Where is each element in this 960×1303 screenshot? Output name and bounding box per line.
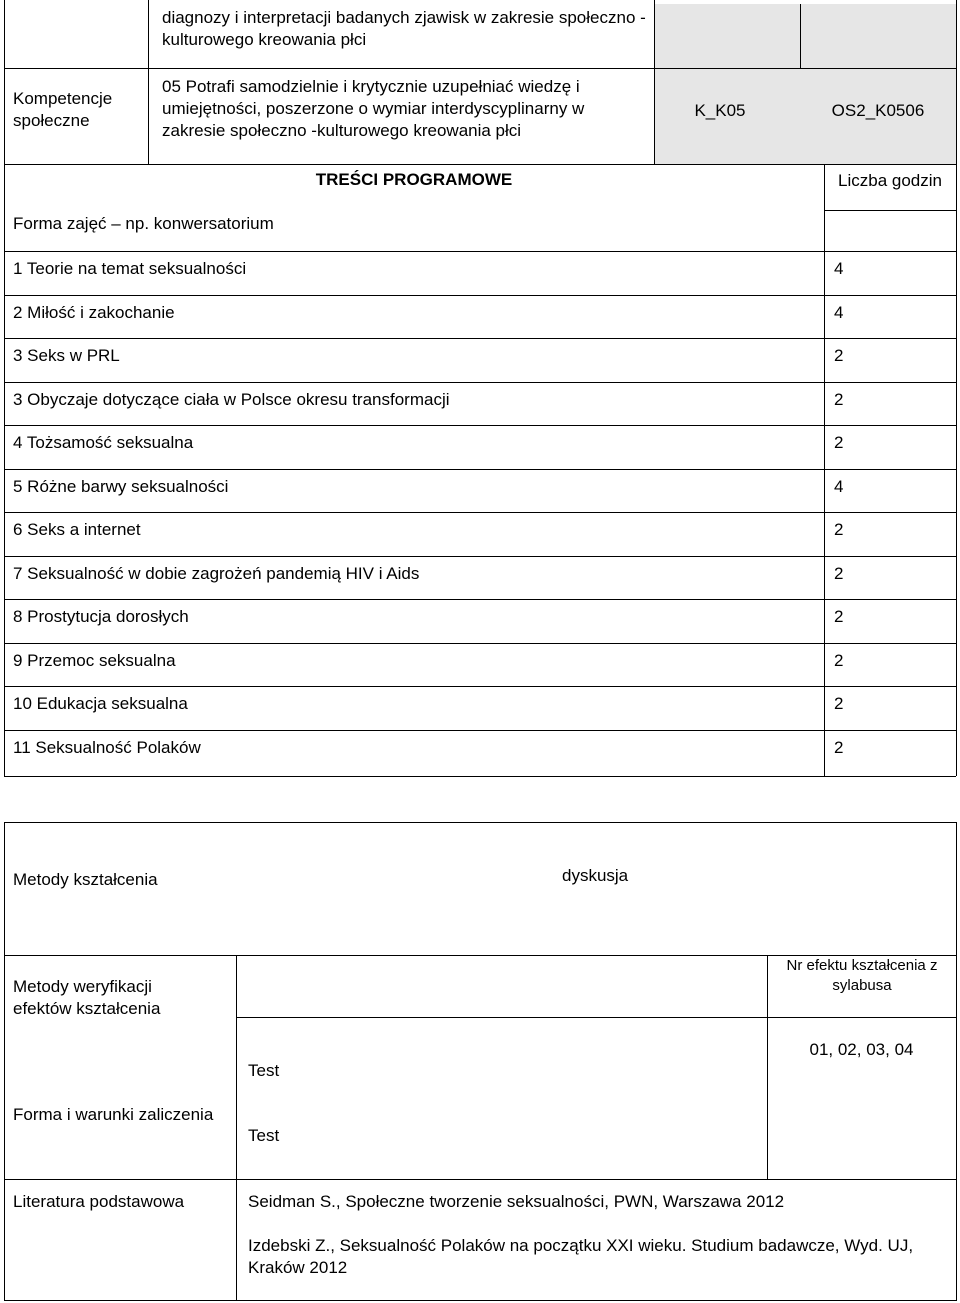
topic-hours: 2 <box>834 520 844 539</box>
row-divider <box>4 643 956 644</box>
row-divider <box>4 469 956 470</box>
teaching-methods-value: dyskusja <box>562 866 629 885</box>
row-divider <box>4 251 956 252</box>
competence-outcome-description: 05 Potrafi samodzielnie i krytycznie uzupełniać wiedzę i umiejętności, poszerzone o wymiar interdyscyplinarny w zakresie społeczno -kulturowego kreowania płci <box>162 77 585 140</box>
topic-hours: 4 <box>834 477 844 496</box>
outcome-code: K_K05 <box>694 101 746 120</box>
topic-hours: 2 <box>834 651 844 670</box>
topic-label: 1 Teorie na temat seksualności <box>13 259 247 278</box>
row-divider <box>4 382 956 383</box>
topic-hours: 2 <box>834 738 844 757</box>
literature-item: Seidman S., Społeczne tworzenie seksualności, PWN, Warszawa 2012 <box>248 1192 785 1211</box>
row-divider <box>4 295 956 296</box>
class-form-label: Forma zajęć – np. konwersatorium <box>13 214 274 233</box>
teaching-methods-label: Metody kształcenia <box>13 870 158 889</box>
row-divider <box>4 686 956 687</box>
topic-label: 5 Różne barwy seksualności <box>13 477 229 496</box>
assessment-value: Test <box>248 1126 280 1145</box>
topic-hours: 2 <box>834 433 844 452</box>
row-divider <box>4 730 956 731</box>
literature-item: Izdebski Z., Seksualność Polaków na początku XXI wieku. Studium badawcze, Wyd. UJ, Kraków 2012 <box>248 1236 914 1277</box>
topic-hours: 2 <box>834 564 844 583</box>
assessment-label: Forma i warunki zaliczenia <box>13 1105 214 1124</box>
topic-label: 7 Seksualność w dobie zagrożeń pandemią HIV i Aids <box>13 564 420 583</box>
topic-label: 11 Seksualność Polaków <box>13 738 201 757</box>
program-content-heading: TREŚCI PROGRAMOWE <box>315 170 513 189</box>
topic-label: 3 Seks w PRL <box>13 346 120 365</box>
code-header-shading <box>654 4 956 164</box>
outcome-mapping-code: OS2_K0506 <box>831 101 925 120</box>
topic-hours: 4 <box>834 303 844 322</box>
topic-hours: 4 <box>834 259 844 278</box>
row-divider <box>4 556 956 557</box>
row-divider <box>4 512 956 513</box>
row-divider <box>4 599 956 600</box>
verification-methods-label: Metody weryfikacji efektów kształcenia <box>13 977 161 1018</box>
hours-column-heading: Liczba godzin <box>838 171 942 190</box>
row-divider <box>4 338 956 339</box>
previous-outcome-description: diagnozy i interpretacji badanych zjawisk w zakresie społeczno - kulturowego kreowania płci <box>162 8 646 49</box>
topic-label: 6 Seks a internet <box>13 520 141 539</box>
outcome-number-value: 01, 02, 03, 04 <box>809 1040 914 1059</box>
topic-hours: 2 <box>834 346 844 365</box>
topic-label: 10 Edukacja seksualna <box>13 694 188 713</box>
verification-methods-value: Test <box>248 1061 280 1080</box>
topic-label: 4 Tożsamość seksualna <box>13 433 194 452</box>
competence-category-label: Kompetencje społeczne <box>13 89 113 130</box>
topic-hours: 2 <box>834 390 844 409</box>
literature-label: Literatura podstawowa <box>13 1192 185 1211</box>
topic-label: 9 Przemoc seksualna <box>13 651 176 670</box>
topic-hours: 2 <box>834 607 844 626</box>
topic-label: 2 Miłość i zakochanie <box>13 303 175 322</box>
topic-label: 8 Prostytucja dorosłych <box>13 607 189 626</box>
topic-hours: 2 <box>834 694 844 713</box>
row-divider <box>4 425 956 426</box>
topic-label: 3 Obyczaje dotyczące ciała w Polsce okresu transformacji <box>13 390 450 409</box>
outcome-number-header: Nr efektu kształcenia z sylabusa <box>786 957 938 994</box>
